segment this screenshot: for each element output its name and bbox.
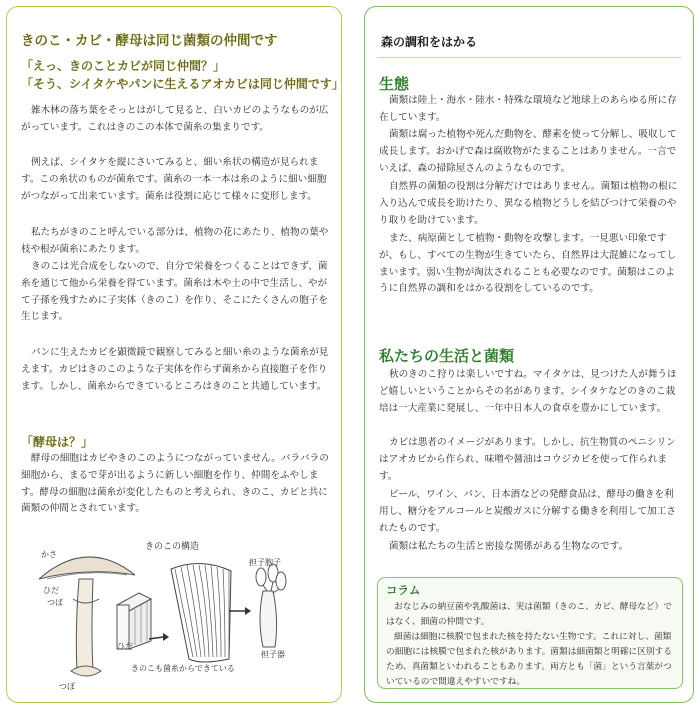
- right-paragraph-7: ビール、ワイン、パン、日本酒などの発酵食品は、酵母の働きを利用し、糖分をアルコールと炭酸ガスに分解する働きを利用して加工されたものです。: [379, 489, 676, 534]
- right-paragraph-5: 秋のきのこ狩りは楽しいですね。マイタケは、見つけた人が舞うほど嬉しいということからその名があります。シイタケなどのきのこ栽培は一大産業に発展し、一年中日本人の食卓を豊かにしています。: [379, 369, 677, 414]
- column-box: [377, 577, 683, 689]
- heading-ecology: 生態: [379, 75, 410, 93]
- right-paragraph-6: カビは悪者のイメージがあります。しかし、抗生物質のペニシリンはアオカビから作られ、味噌や醤油はコウジカビを使って作られます。: [379, 437, 676, 482]
- figure-caption: きのこも菌糸からできている: [131, 664, 235, 673]
- left-paragraph-4: きのこは光合成をしないので、自分で栄養をつくることはできず、菌糸を通じて他から栄養を得ています。菌糸は木や土の中で生活し、やがて子孫を残すために子実体（きのこ）を作り、そこにたくさんの胞子を生じます。: [21, 261, 328, 323]
- right-paragraph-2: 菌類は腐った植物や死んだ動物を、酵素を使って分解し、吸収して成長します。おかげで森は腐敗物がたまることはありません。一言でいえば、森の掃除屋さんのようなものです。: [379, 129, 677, 174]
- right-paragraph-3: 自然界の菌類の役割は分解だけではありません。菌類は植物の根に入り込んで成長を助けたり、異なる植物どうしを結びつけて栄養のやり取りを助けています。: [379, 181, 678, 226]
- right-title-divider: [377, 57, 681, 58]
- left-subtitle-1: 「えっ、きのことカビが同じ仲間？」: [21, 59, 226, 73]
- left-paragraph-6: 酵母の細胞はカビやきのこのようにつながっていません。バラバラの細胞から、まるで芽が出るように新しい細胞を作り、仲間をふやします。酵母の細胞は菌糸が変化したものと考えられ、きのこ、カビと共に菌類の仲間とされています。: [21, 453, 329, 515]
- column-text-2: 細菌は細胞に核膜で包まれた核を持たない生物です。これに対し、菌類の細胞には核膜で包まれた核があります。菌類は細菌類と明確に区別するため、真菌類といわれることもあります。両方とも「菌」という言葉がついているので間違えやすいですね。: [386, 632, 672, 687]
- figure-title: きのこの構造: [145, 542, 200, 552]
- right-paragraph-1: 菌類は陸上・海水・陸水・特殊な環境など地球上のあらゆる所に存在しています。: [379, 95, 677, 123]
- left-paragraph-3: 私たちがきのこと呼んでいる部分は、植物の花にあたり、植物の葉や枝や根が菌糸にあたります。: [21, 227, 329, 255]
- left-panel: [6, 6, 342, 703]
- right-panel: [364, 6, 694, 703]
- right-paragraph-4: また、病原菌として植物・動物を攻撃します。一見悪い印象ですが、もし、すべての生物が生きていたら、自然界は大混雑になってしまいます。弱い生物が淘汰されることも必要なのです。菌類はこのように自然界の調和をはかる役割をしているのです。: [379, 233, 677, 295]
- left-title: きのこ・カビ・酵母は同じ菌類の仲間です: [21, 33, 278, 49]
- label-tsubo: つぼ: [59, 682, 75, 691]
- heading-our-life-and-fungi: 私たちの生活と菌類: [379, 347, 515, 365]
- label-hida-2: ひだ: [117, 642, 133, 651]
- mushroom-structure-figure: [17, 539, 335, 697]
- right-paragraph-8: 菌類は私たちの生活と密接な関係がある生物なのです。: [389, 541, 629, 552]
- left-paragraph-2: 例えば、シイタケを縦にさいてみると、細い糸状の構造が見られます。この糸状のものが菌糸です。菌糸の一本一本は糸のように細い細胞がつながって出来ています。菌糸は役割に応じて様々に変形します。: [21, 157, 327, 202]
- label-tsuba: つば: [47, 598, 63, 607]
- label-basidiospore: 担子胞子: [249, 558, 281, 567]
- column-heading: コラム: [386, 583, 421, 597]
- left-paragraph-1: 雑木林の落ち葉をそっとはがして見ると、白いカビのようなものが広がっています。これはきのこの本体で菌糸の集まりです。: [21, 105, 329, 133]
- left-subtitle-2: 「そう、シイタケやパンに生えるアオカビは同じ仲間です」: [21, 77, 344, 91]
- label-hida: ひだ: [43, 586, 59, 595]
- label-basidium: 担子器: [261, 650, 285, 659]
- label-kasa: かさ: [41, 550, 57, 559]
- left-subtitle-3: 「酵母は？」: [21, 435, 94, 449]
- left-paragraph-5: パンに生えたカビを顕微鏡で観察してみると細い糸のような菌糸が見えます。カビはきのこのような子実体を作らず菌糸から直接胞子を作ります。しかし、菌糸からできているところはきのこと共通しています。: [21, 347, 329, 392]
- column-text-1: おなじみの納豆菌や乳酸菌は、実は菌類（きのこ、カビ、酵母など）ではなく、細菌の仲間です。: [386, 602, 672, 627]
- right-title: 森の調和をはかる: [381, 35, 478, 49]
